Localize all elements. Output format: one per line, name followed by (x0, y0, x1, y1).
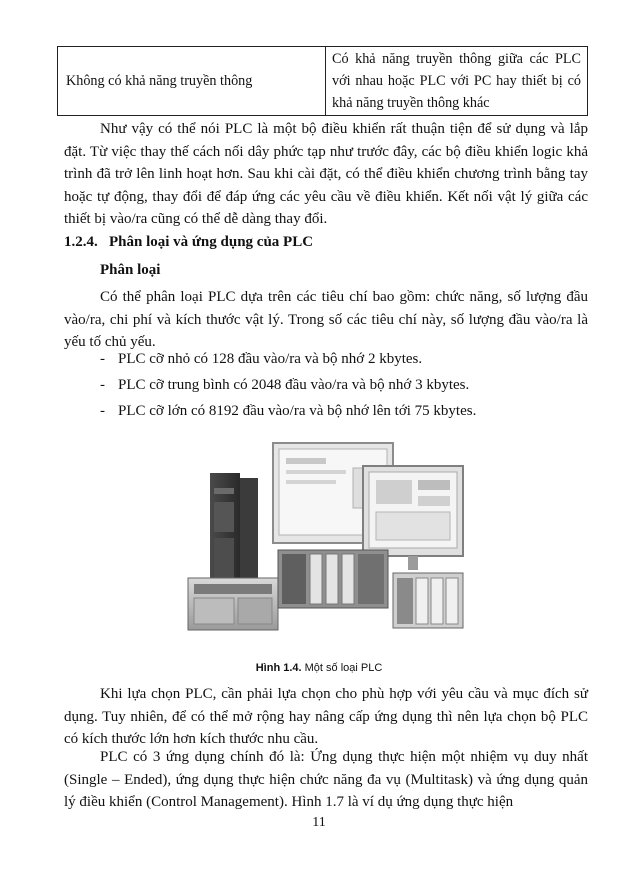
list-item (100, 403, 476, 420)
page-number: 11 (312, 815, 326, 830)
section-number: 1.2.4. (64, 234, 98, 250)
section-heading (64, 234, 313, 251)
figure-label: Hình 1.4. (255, 662, 302, 674)
plc-devices-photo (178, 438, 468, 638)
list-item (100, 351, 422, 368)
figure-caption-text: Một số loại PLC (304, 662, 383, 674)
table-cell-left: Không có khả năng truyền thông (58, 47, 326, 116)
subheading-classification: Phân loại (100, 262, 161, 278)
list-item (100, 377, 469, 394)
paragraph-selection: Khi lựa chọn PLC, cần phải lựa chọn cho phù hợp với yêu cầu và mục đích sử dụng. Tuy nhiên, để có thể mở rộng hay nâng cấp ứng dụng thì nên lựa chọn bộ PLC có kích thước lớn hơn kích thước nhu cầu. (64, 686, 588, 747)
bullet-marker: - (100, 403, 105, 419)
paragraph-classification: Có thể phân loại PLC dựa trên các tiêu chí bao gồm: chức năng, số lượng đầu vào/ra, chi phí và kích thước vật lý. Trong số các tiêu chí này, số lượng đầu vào/ra là yếu tố chủ yếu. (64, 289, 588, 350)
list-item-text: PLC cỡ lớn có 8192 đầu vào/ra và bộ nhớ lên tới 75 kbytes. (118, 403, 477, 419)
paragraph-applications: PLC có 3 ứng dụng chính đó là: Ứng dụng thực hiện một nhiệm vụ duy nhất (Single – Ended), ứng dụng thực hiện chức năng đa vụ (Multitask) và ứng dụng quản lý điều khiển (Control Management). Hình 1.7 là ví dụ ứng dụng thực hiện (64, 749, 588, 810)
comparison-table (57, 46, 588, 116)
paragraph-plc-summary: Như vậy có thể nói PLC là một bộ điều khiển rất thuận tiện để sử dụng và lắp đặt. Từ việc thay thế cách nối dây phức tạp như trước đây, các bộ điều khiển logic khả trình đã trở lên linh hoạt hơn. Sau khi cài đặt, có thể điều khiển chương trình bằng tay hoặc tự động, thay đổi để đáp ứng các yêu cầu về điều khiển. Kết nối vật lý giữa các thiết bị vào/ra cũng có thể dễ dàng thay đổi. (64, 121, 588, 227)
bullet-marker: - (100, 377, 105, 393)
bullet-marker: - (100, 351, 105, 367)
table-cell-right: Có khả năng truyền thông giữa các PLC với nhau hoặc PLC với PC hay thiết bị có khả năng truyền thông khác (326, 47, 588, 116)
section-title: Phân loại và ứng dụng của PLC (109, 234, 314, 250)
list-item-text: PLC cỡ nhỏ có 128 đầu vào/ra và bộ nhớ 2 kbytes. (118, 351, 423, 367)
table-row (58, 47, 588, 116)
figure-caption (0, 662, 638, 674)
list-item-text: PLC cỡ trung bình có 2048 đầu vào/ra và bộ nhớ 3 kbytes. (118, 377, 470, 393)
